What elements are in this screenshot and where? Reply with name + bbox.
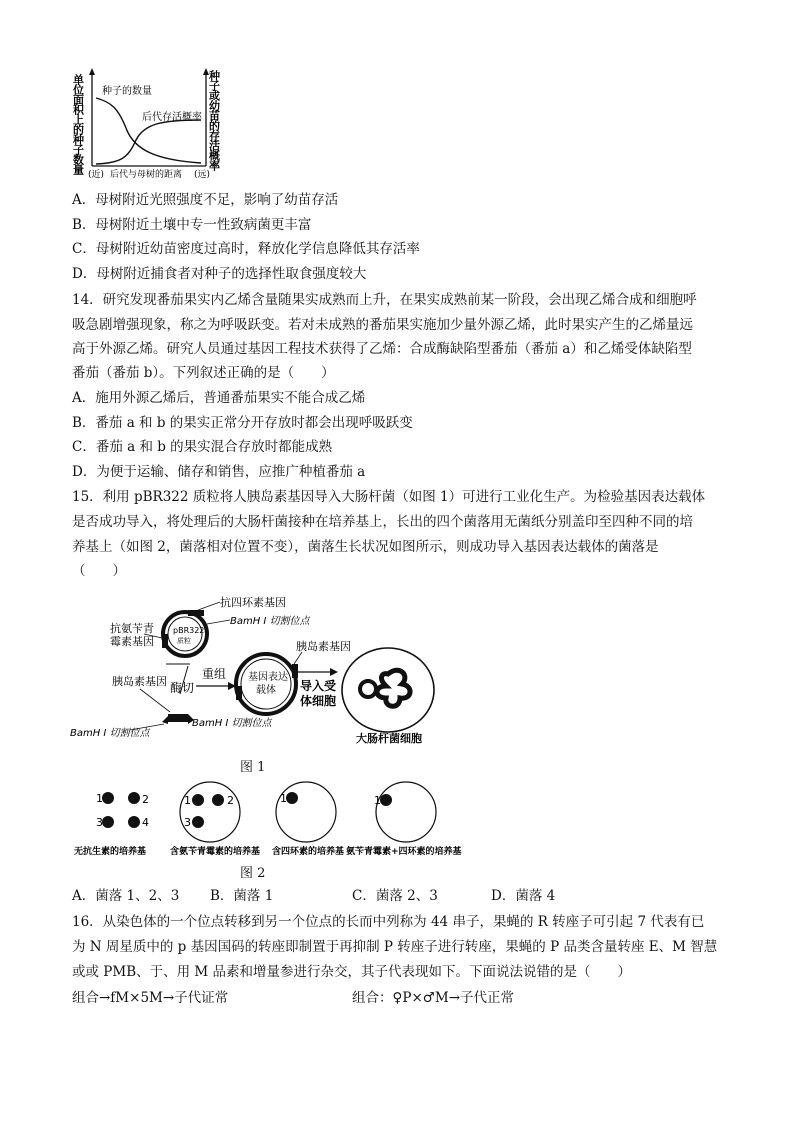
enzyme-cut-label: 酶切 xyxy=(170,681,195,695)
survival-curve xyxy=(96,120,201,164)
insulin-gene-left-label: 胰岛素基因 xyxy=(112,675,167,688)
ecoli-chromosome xyxy=(377,670,410,706)
plate-2-label: 含氨苄青霉素的培养基 xyxy=(170,847,261,857)
tet-gene-label: 抗四环素基因 xyxy=(220,596,286,609)
figure-2-plates xyxy=(70,776,510,858)
x-far-label: (远) xyxy=(194,170,211,180)
vector-label-1: 基因表达 xyxy=(248,672,288,683)
q14-option-b[interactable]: B．番茄 a 和 b 的果实正常分开存放时都会出现呼吸跃变 xyxy=(72,415,413,431)
bamh1-site-top-label: BamH Ⅰ 切割位点 xyxy=(230,616,310,627)
colony-label-2: 2 xyxy=(142,793,149,806)
q13-option-d[interactable]: D．母树附近捕食者对种子的选择性取食强度较大 xyxy=(72,266,367,282)
q15-option-a[interactable]: A．菌落 1、2、3 xyxy=(72,888,180,904)
q15-option-c[interactable]: C．菌落 2、3 xyxy=(352,888,438,904)
q16-stem-1: 16．从染色体的一个位点转移到另一个位点的长而中列称为 44 串子，果蝇的 R 转座子可引起 7 代表有已 xyxy=(72,914,705,930)
figure-1-plasmid-diagram xyxy=(70,594,450,746)
vector-label-2: 载体 xyxy=(256,685,276,696)
q13-option-a[interactable]: A．母树附近光照强度不足，影响了幼苗存活 xyxy=(72,192,339,208)
plate-3-label: 含四环素的培养基 xyxy=(272,847,345,857)
q15-stem-1: 15．利用 pBR322 质粒将人胰岛素基因导入大肠杆菌（如图 1）可进行工业化生产。为检验基因表达载体 xyxy=(72,489,706,505)
x-near-label: (近) xyxy=(88,170,105,180)
amp-gene-label-2: 霉素基因 xyxy=(110,635,154,648)
q14-stem-3: 高于外源乙烯。研究人员通过基因工程技术获得了乙烯：合成酶缺陷型番茄（番茄 a）和乙烯受体缺陷型 xyxy=(72,341,692,357)
q14-stem-2: 吸急剧增强现象，称之为呼吸跃变。若对未成熟的番茄果实施加少量外源乙烯，此时果实产生的乙烯量远 xyxy=(72,317,693,333)
chart-y-left-label: 单位面积上的种子数量 xyxy=(71,74,85,174)
q15-stem-4: （ ） xyxy=(72,563,126,579)
q16-combo-left: 组合→fM×5M→子代证常 xyxy=(72,990,229,1006)
q13-option-c[interactable]: C．母树附近幼苗密度过高时，释放化学信息降低其存活率 xyxy=(72,241,420,257)
amp-gene-block xyxy=(162,634,168,648)
seed-count-curve xyxy=(96,98,201,163)
plasmid-label-2: 质粒 xyxy=(177,637,191,645)
colony-label-3: 3 xyxy=(184,816,191,829)
q15-stem-2: 是否成功导入，将处理后的大肠杆菌接种在培养基上，长出的四个菌落用无菌纸分别盖印至四种不同的培 xyxy=(72,514,693,530)
ecoli-label: 大肠杆菌细胞 xyxy=(356,732,422,745)
colony-label-3: 3 xyxy=(96,816,103,829)
q16-combo-right: 组合：♀P×♂M→子代正常 xyxy=(352,990,514,1006)
ecoli-plasmid xyxy=(360,681,376,697)
chart-y-right-label: 种子或幼苗的存活概率 xyxy=(207,70,221,170)
import-label-2: 体细胞 xyxy=(300,694,337,708)
q16-stem-3: 或或 PMB、于、用 M 品素和增量参进行杂交，其子代表现如下。下面说法说错的是（ ） xyxy=(72,964,632,980)
plasmid-label-1: pBR322 xyxy=(173,626,205,635)
q14-stem-4: 番茄（番茄 b）。下列叙述正确的是（ ） xyxy=(72,365,335,381)
insulin-gene-right-label: 胰岛素基因 xyxy=(296,640,351,653)
q15-option-b[interactable]: B．菌落 1 xyxy=(210,888,274,904)
q14-option-d[interactable]: D．为便于运输、储存和销售，应推广种植番茄 a xyxy=(72,464,366,480)
insulin-gene-fragment xyxy=(168,714,188,722)
q16-stem-2: 为 N 周星质中的 p 基因国码的转座即制置于再抑制 P 转座子进行转座，果蝇的 P 品类含量转座 E、M 智慧 xyxy=(72,939,718,955)
q13-option-b[interactable]: B．母树附近土壤中专一性致病菌更丰富 xyxy=(72,217,312,233)
chart-arrow-left xyxy=(89,68,95,75)
colony-label-1: 1 xyxy=(374,794,381,807)
q14-option-c[interactable]: C．番茄 a 和 b 的果实混合存放时都能成熟 xyxy=(72,439,333,455)
colony-label-1: 1 xyxy=(280,792,287,805)
amp-gene-label-1: 抗氨苄青 xyxy=(110,622,154,635)
seed-survival-chart xyxy=(66,68,236,180)
recombine-label: 重组 xyxy=(202,667,227,681)
plate-4-label: 氨苄青霉素+四环素的培养基 xyxy=(346,847,462,857)
plate-tetracycline xyxy=(272,782,344,857)
bamh1-site-left-label: BamH Ⅰ 切割位点 xyxy=(70,728,150,739)
q15-option-d[interactable]: D．菌落 4 xyxy=(491,888,556,904)
plate-1-label: 无抗生素的培养基 xyxy=(74,847,147,857)
colony-label-1: 1 xyxy=(184,794,191,807)
colony-label-1: 1 xyxy=(96,792,103,805)
import-label-1: 导入受 xyxy=(300,679,337,693)
q15-stem-3: 养基上（如图 2，菌落相对位置不变），菌落生长状况如图所示，则成功导入基因表达载体的菌落是 xyxy=(72,539,659,555)
plate-amp-tet xyxy=(346,782,462,857)
colony-label-2: 2 xyxy=(227,794,234,807)
x-axis-label: 后代与母树的距离 xyxy=(110,170,183,180)
plate-no-antibiotic xyxy=(74,792,149,857)
bamh1-site-mid-label: BamH Ⅰ 切割位点 xyxy=(192,718,272,729)
survival-label: 后代存活概率 xyxy=(142,112,202,123)
q14-stem-1: 14．研究发现番茄果实内乙烯含量随果实成熟而上升，在果实成熟前某一阶段，会出现乙烯合成和细胞呼 xyxy=(72,292,697,308)
tet-gene-block xyxy=(188,610,204,616)
colony-label-4: 4 xyxy=(142,816,149,829)
q14-option-a[interactable]: A．施用外源乙烯后，普通番茄果实不能合成乙烯 xyxy=(72,390,366,406)
seed-count-label: 种子的数量 xyxy=(102,86,152,97)
plate-ampicillin xyxy=(170,782,260,857)
figure-1-caption: 图 1 xyxy=(240,760,266,775)
ecoli-cell xyxy=(342,648,434,732)
figure-2-caption: 图 2 xyxy=(240,866,266,881)
